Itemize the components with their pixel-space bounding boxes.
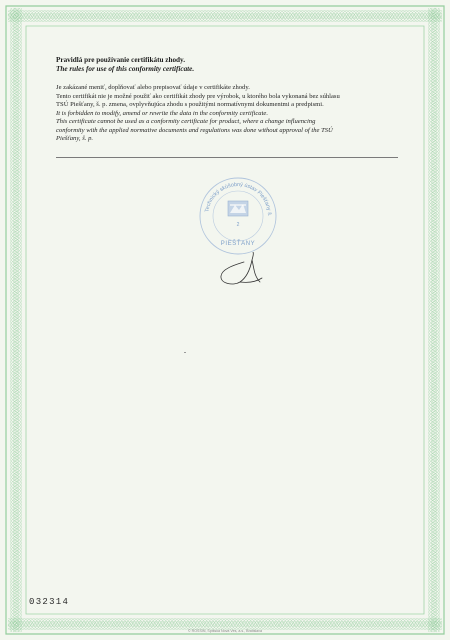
stamp-city: PIEŠŤANY — [220, 241, 256, 247]
printer-footer: © ROSSIN, Spišská Nová Ves, a.s., Bratislava — [188, 629, 262, 633]
serial-number: 032314 — [29, 597, 70, 607]
stamp-number: 2 — [236, 222, 240, 228]
rule-sk-line-3: TSÚ Piešťany, š. p. zmena, ovplyvňujúca zhodu s použitými normatívnymi dokumentmi a predpismi. — [56, 101, 324, 108]
stamp-ring-text: Technický skúšobný ústav Piešťany š. — [204, 181, 273, 217]
speck-mark — [184, 352, 186, 353]
official-stamp — [193, 175, 283, 257]
separator-line — [56, 157, 398, 158]
rules-title-en: The rules for use of this conformity certificate. — [56, 65, 195, 73]
rule-en-line-1: It is forbidden to modify, amend or rewrite the data in the conformity certificate. — [56, 109, 269, 117]
handwritten-signature — [208, 252, 268, 290]
rule-sk-line-2: Tento certifikát nie je možné použiť ako certifikát zhody pre výrobok, u ktorého bola vykonaná bez súhlasu — [56, 92, 340, 100]
rule-en-line-4: Piešťany, š. p. — [56, 135, 94, 142]
rule-sk-line-1: Je zakázané meniť, doplňovať alebo prepisovať údaje v certifikáte zhody. — [56, 84, 250, 91]
rule-en-line-2: This certificate cannot be used as a conformity certificate for product, where a change influencing — [56, 118, 316, 125]
stamp-emblem-icon — [228, 201, 248, 216]
rules-title-sk: Pravidlá pre používanie certifikátu zhody. — [56, 56, 186, 64]
rule-en-line-3: conformity with the applied normative documents and regulations was done without approval of the TSÚ — [56, 126, 333, 134]
